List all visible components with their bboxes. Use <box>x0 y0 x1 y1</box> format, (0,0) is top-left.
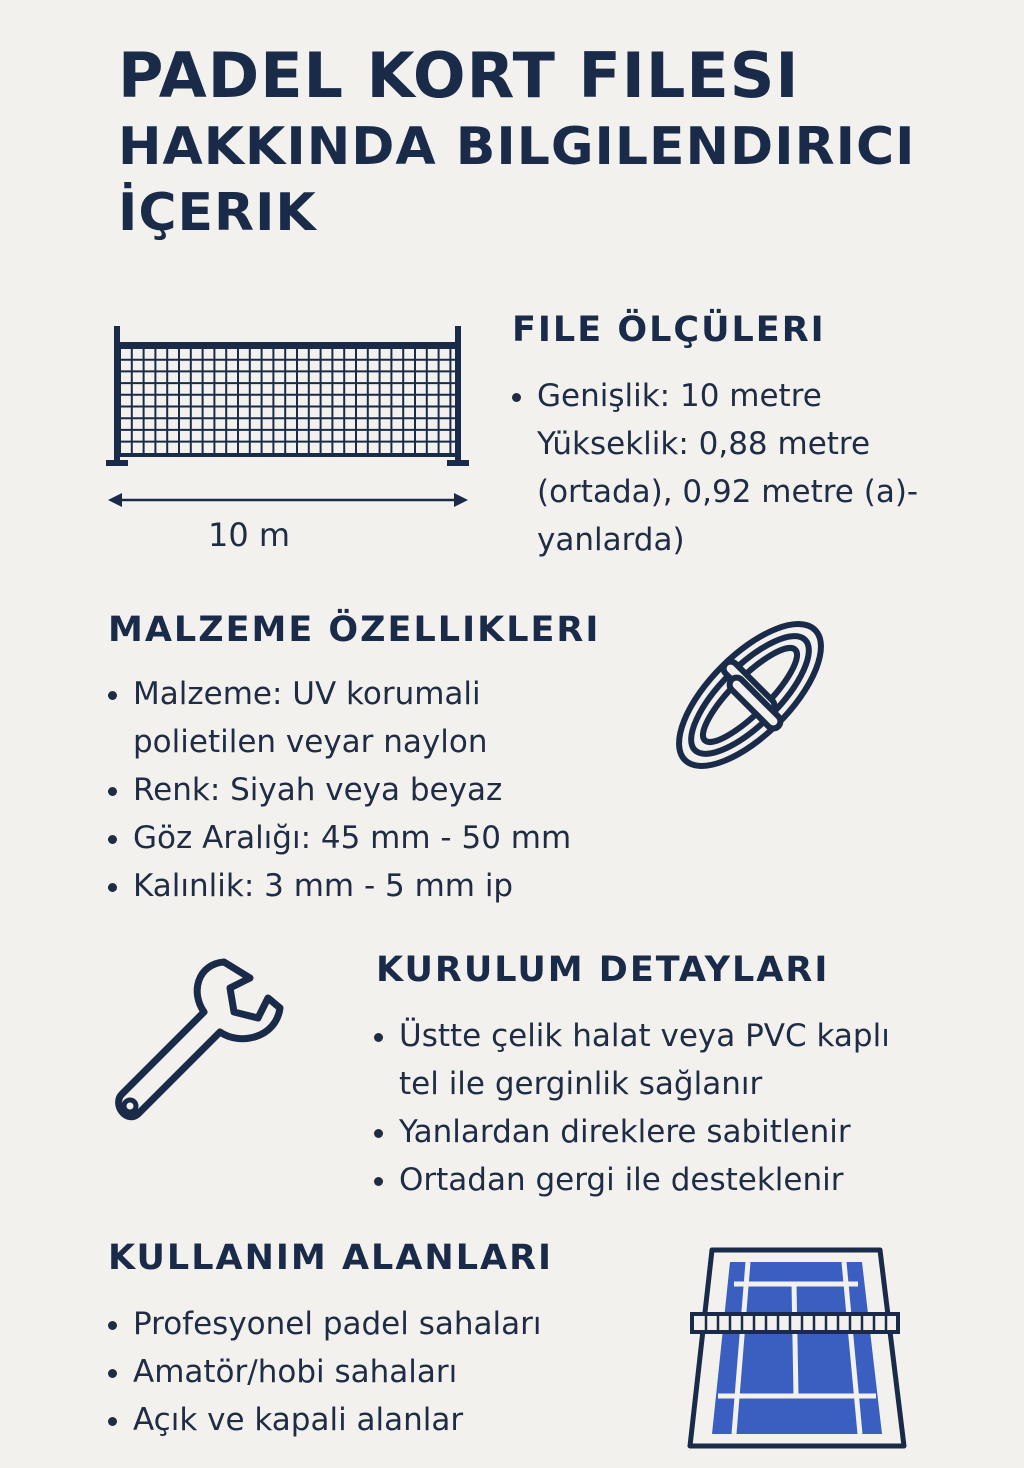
list-item-line: Ortadan gergi ile desteklenir <box>399 1162 844 1198</box>
section-heading-file-olculeri: FILE ÖLÇÜLERI <box>512 310 826 350</box>
list-item <box>372 1156 992 1204</box>
title-line-1: PADEL KORT FILESI <box>118 39 800 112</box>
list-item-line: Kalınlik: 3 mm - 5 mm ip <box>133 868 514 904</box>
rope-icon <box>650 600 850 790</box>
list-kurulum <box>372 1012 992 1204</box>
list-kullanim <box>106 1300 666 1444</box>
list-file-olculeri <box>510 372 990 564</box>
list-item-line: Malzeme: UV korumali <box>133 676 481 712</box>
section-heading-malzeme: MALZEME ÖZELLIKLERI <box>108 610 601 650</box>
list-malzeme <box>106 670 646 910</box>
title-line-3: İÇERIK <box>118 183 317 243</box>
list-item-line: Yükseklik: 0,88 metre <box>537 426 871 462</box>
list-item-line: polietilen veyar naylon <box>133 724 488 760</box>
section-heading-kurulum: KURULUM DETAYLARI <box>376 950 830 990</box>
list-item-line: Renk: Siyah veya beyaz <box>133 772 503 808</box>
list-item-line: yanlarda) <box>537 522 685 558</box>
list-item-line: Yanlardan direklere sabitlenir <box>399 1114 851 1150</box>
list-item-line: (ortada), 0,92 metre (a)- <box>537 474 919 510</box>
dimension-label: 10 m <box>208 516 291 554</box>
list-item <box>372 1108 992 1156</box>
list-item <box>106 1300 666 1348</box>
title-line-2: HAKKINDA BILGILENDIRICI <box>118 117 916 177</box>
list-item <box>106 1396 666 1444</box>
page-title <box>118 38 998 246</box>
list-item <box>106 814 646 862</box>
list-item <box>106 862 646 910</box>
list-item <box>372 1012 992 1108</box>
wrench-icon <box>108 952 298 1137</box>
list-item-line: Amatör/hobi sahaları <box>133 1354 458 1390</box>
list-item <box>106 670 646 766</box>
list-item-line: Genişlik: 10 metre <box>537 378 822 414</box>
list-item-line: Göz Aralığı: 45 mm - 50 mm <box>133 820 572 856</box>
court-icon <box>686 1242 912 1454</box>
net-icon <box>100 318 480 488</box>
list-item-line: Açık ve kapali alanlar <box>133 1402 464 1438</box>
list-item <box>510 372 990 564</box>
list-item-line: tel ile gerginlik sağlanır <box>399 1066 763 1102</box>
list-item <box>106 766 646 814</box>
dimension-arrow <box>104 488 472 512</box>
list-item <box>106 1348 666 1396</box>
list-item-line: Üstte çelik halat veya PVC kaplı <box>399 1018 890 1054</box>
list-item-line: Profesyonel padel sahaları <box>133 1306 542 1342</box>
section-heading-kullanim: KULLANIM ALANLARI <box>108 1238 554 1278</box>
